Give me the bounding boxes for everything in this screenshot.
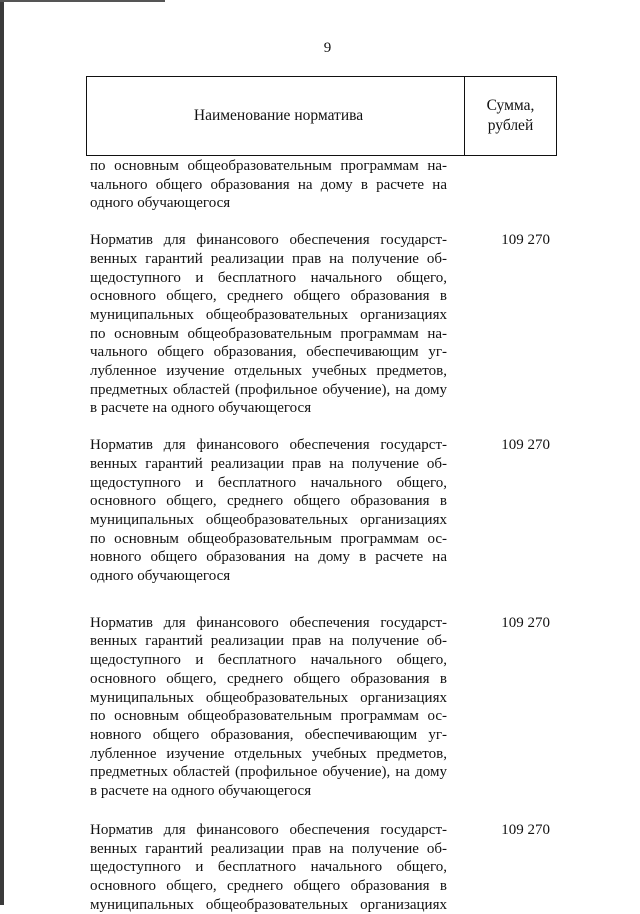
row-line: лубленное изучение отдельных учебных предметов,: [90, 745, 447, 762]
row-line: чального общего образования на дому в расчете на: [90, 176, 447, 193]
table-row: [90, 436, 560, 586]
row-line: новного общего образования на дому в расчете на: [90, 549, 447, 566]
row-line: в расчете на одного обучающегося: [90, 400, 312, 417]
row-line: по основным общеобразовательным программам на-: [90, 158, 447, 174]
scan-left-edge: [0, 0, 4, 905]
table-row: [90, 157, 560, 213]
row-line: щедоступного и бесплатного начального общего,: [90, 474, 447, 491]
row-line: основного общего, среднего общего образования в: [90, 493, 447, 510]
row-line: Норматив для финансового обеспечения государст-: [90, 437, 447, 454]
row-line: предметных областей (профильное обучение), на дому: [90, 764, 447, 781]
row-line: Норматив для финансового обеспечения государст-: [90, 614, 447, 631]
table-header: [86, 76, 557, 156]
header-name-cell: Наименование норматива: [87, 77, 465, 155]
row-line: по основным общеобразовательным программам ос-: [90, 708, 447, 725]
row-name-cell: [90, 821, 447, 914]
row-sum-cell: 109 270: [501, 232, 550, 249]
row-line: по основным общеобразовательным программам ос-: [90, 530, 447, 547]
row-line: лубленное изучение отдельных учебных предметов,: [90, 363, 447, 380]
scan-top-edge: [0, 0, 165, 2]
row-line: предметных областей (профильное обучение), на дому: [90, 381, 447, 398]
row-line: щедоступного и бесплатного начального общего,: [90, 652, 447, 669]
row-line: Норматив для финансового обеспечения государст-: [90, 232, 447, 249]
row-line: венных гарантий реализации прав на получение об-: [90, 250, 447, 267]
row-line: одного обучающегося: [90, 195, 231, 212]
row-line: венных гарантий реализации прав на получение об-: [90, 455, 447, 472]
row-line: основного общего, среднего общего образования в: [90, 670, 447, 687]
row-line: щедоступного и бесплатного начального общего,: [90, 859, 447, 876]
table-row: [90, 614, 560, 801]
row-line: венных гарантий реализации прав на получение об-: [90, 633, 447, 650]
header-sum-cell: Сумма, рублей: [486, 97, 535, 134]
row-name-cell: [90, 436, 447, 586]
row-line: новного общего образования, обеспечивающим уг-: [90, 726, 447, 743]
row-line: основного общего, среднего общего образования в: [90, 877, 447, 894]
row-line: основного общего, среднего общего образования в: [90, 288, 447, 305]
row-sum-cell: 109 270: [501, 437, 550, 454]
row-line: одного обучающегося: [90, 568, 231, 585]
row-sum-cell: 109 270: [501, 821, 550, 838]
row-name-cell: [90, 614, 447, 801]
row-line: муниципальных общеобразовательных организациях: [90, 511, 447, 528]
table-body: [90, 157, 560, 914]
row-line: Норматив для финансового обеспечения государст-: [90, 821, 447, 838]
row-line: муниципальных общеобразовательных организациях: [90, 306, 447, 323]
row-line: чального общего образования, обеспечивающим уг-: [90, 344, 447, 361]
row-name-cell: [90, 157, 447, 213]
row-line: муниципальных общеобразовательных организациях: [90, 896, 447, 913]
row-line: щедоступного и бесплатного начального общего,: [90, 269, 447, 286]
table-row: [90, 821, 560, 914]
row-sum-cell: 109 270: [501, 614, 550, 631]
table-row: [90, 231, 560, 418]
page-number: 9: [323, 40, 332, 56]
row-line: муниципальных общеобразовательных организациях: [90, 689, 447, 706]
row-line: по основным общеобразовательным программам на-: [90, 325, 447, 342]
row-line: венных гарантий реализации прав на получение об-: [90, 840, 447, 857]
row-line: в расчете на одного обучающегося: [90, 783, 312, 800]
row-name-cell: [90, 231, 447, 418]
